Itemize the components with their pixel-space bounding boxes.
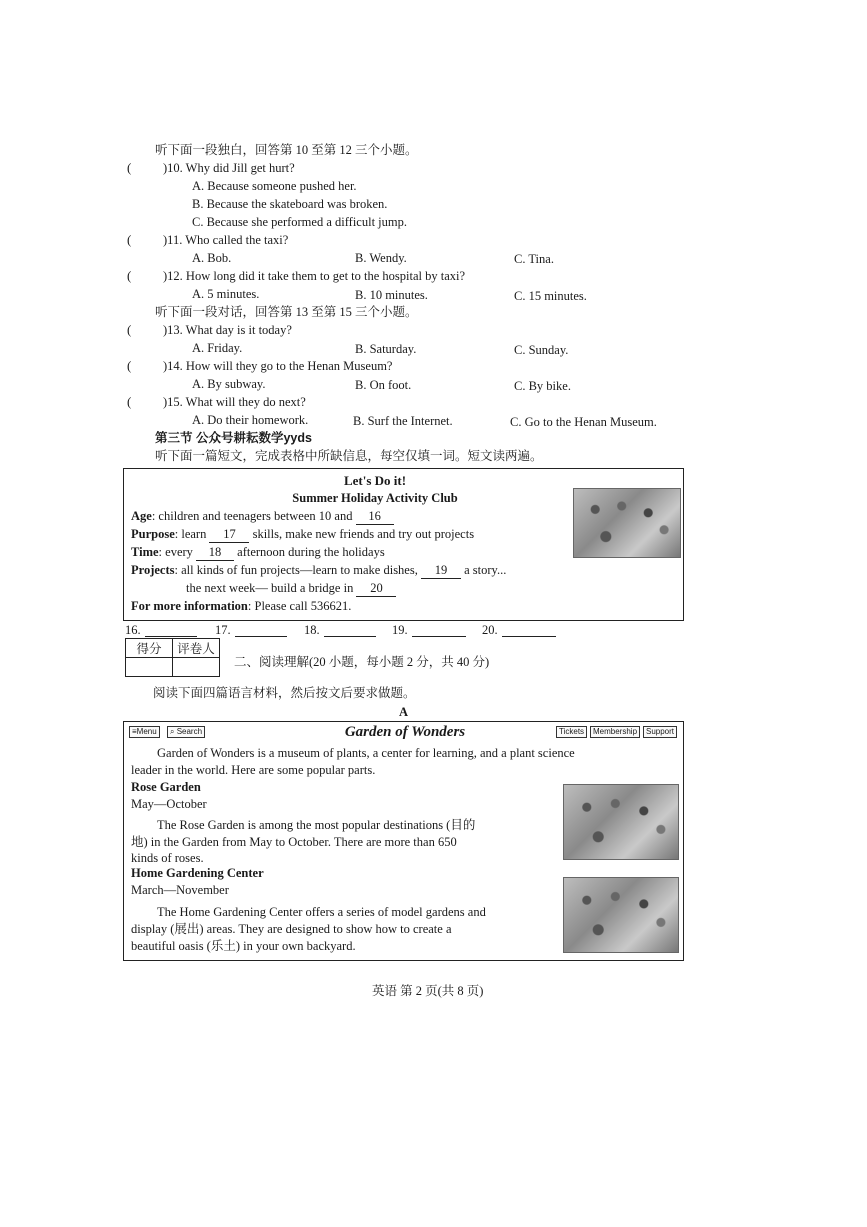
answer-line-17[interactable] (235, 622, 287, 637)
answer-line-20[interactable] (502, 622, 556, 637)
score-table (125, 638, 220, 677)
option-13c: C. Sunday. (514, 343, 569, 357)
option-14c: C. By bike. (514, 379, 571, 393)
rose-line-1: The Rose Garden is among the most popular destinations (目的 (157, 818, 476, 832)
answer-label-18: 18. (304, 623, 320, 637)
option-13b: B. Saturday. (355, 342, 417, 356)
question-13: )13. What day is it today? (163, 323, 292, 337)
menu-button[interactable]: ≡Menu (129, 726, 160, 738)
answer-label-20: 20. (482, 623, 498, 637)
time-text-1: : every (158, 545, 193, 559)
section-intro-2: 听下面一段对话，回答第 13 至第 15 三个小题。 (155, 305, 418, 319)
score-cell[interactable] (126, 658, 173, 677)
option-11a: A. Bob. (192, 251, 232, 265)
rose-line-2: 地) in the Garden from May to October. There are more than 650 (131, 835, 457, 849)
rose-garden-title: Rose Garden (131, 780, 201, 794)
answer-paren-12: ( (127, 268, 132, 283)
option-14b: B. On foot. (355, 378, 412, 392)
section3-title: 第三节 公众号耕耘数学yyds (155, 431, 312, 445)
score-header: 得分 (126, 639, 173, 658)
question-10: )10. Why did Jill get hurt? (163, 161, 295, 175)
projects-label: Projects (131, 563, 175, 577)
info-text: : Please call 536621. (247, 599, 352, 613)
website-title: Garden of Wonders (344, 724, 466, 740)
blank-19: 19 (421, 562, 461, 579)
option-10a: A. Because someone pushed her. (192, 179, 357, 193)
purpose-text-2: skills, make new friends and try out projects (252, 527, 475, 541)
passage-letter: A (399, 705, 409, 719)
option-10c: C. Because she performed a difficult jump. (192, 215, 407, 229)
question-15: )15. What will they do next? (163, 395, 306, 409)
projects-text-2: a story... (464, 563, 507, 577)
home-gardening-photo (563, 877, 679, 953)
option-12b: B. 10 minutes. (355, 288, 428, 302)
notice-projects-line-2 (186, 580, 396, 597)
notice-subtitle: Summer Holiday Activity Club (292, 491, 458, 505)
age-label: Age (131, 509, 152, 523)
age-text: : children and teenagers between 10 and (151, 509, 353, 523)
children-activity-photo (573, 488, 681, 558)
question-11: )11. Who called the taxi? (163, 233, 289, 247)
option-15b: B. Surf the Internet. (353, 414, 453, 428)
option-12c: C. 15 minutes. (514, 289, 587, 303)
answer-paren-15: ( (127, 394, 132, 409)
blank-20: 20 (356, 580, 396, 597)
time-label: Time (131, 545, 159, 559)
purpose-label: Purpose (131, 527, 175, 541)
section-intro-1: 听下面一段独白，回答第 10 至第 12 三个小题。 (155, 143, 418, 157)
notice-purpose-line (131, 526, 474, 543)
answer-label-19: 19. (392, 623, 408, 637)
answer-label-17: 17. (215, 623, 231, 637)
notice-time-line (131, 544, 385, 561)
time-text-2: afternoon during the holidays (237, 545, 385, 559)
home-gardening-title: Home Gardening Center (131, 866, 264, 880)
answer-line-16[interactable] (145, 622, 197, 637)
rose-garden-dates: May—October (131, 797, 207, 811)
rose-line-3: kinds of roses. (131, 851, 204, 865)
rose-garden-photo (563, 784, 679, 860)
part2-instruction: 阅读下面四篇语言材料，然后按文后要求做题。 (153, 686, 416, 700)
notice-title: Let's Do it! (343, 473, 407, 488)
projects-text-1: : all kinds of fun projects—learn to make dishes, (174, 563, 418, 577)
home-line-3: beautiful oasis (乐土) in your own backyard. (131, 939, 356, 953)
answer-line-19[interactable] (412, 622, 466, 637)
intro-line-1: Garden of Wonders is a museum of plants, a center for learning, and a plant science (157, 746, 575, 760)
projects-line-2-text: the next week— build a bridge in (186, 581, 354, 595)
answer-paren-10: ( (127, 160, 132, 175)
blank-17: 17 (209, 526, 249, 543)
tickets-button[interactable]: Tickets (556, 726, 587, 738)
home-line-2: display (展出) areas. They are designed to show how to create a (131, 922, 452, 936)
notice-age-line (131, 508, 394, 525)
support-button[interactable]: Support (643, 726, 677, 738)
option-14a: A. By subway. (192, 377, 266, 391)
blank-18: 18 (196, 544, 234, 561)
info-label: For more information (131, 599, 248, 613)
grader-cell[interactable] (173, 658, 220, 677)
purpose-text-1: : learn (174, 527, 207, 541)
answer-paren-11: ( (127, 232, 132, 247)
answer-line-18[interactable] (324, 622, 376, 637)
option-10b: B. Because the skateboard was broken. (192, 197, 388, 211)
option-11b: B. Wendy. (355, 251, 407, 265)
option-15c: C. Go to the Henan Museum. (510, 415, 657, 429)
page-footer: 英语 第 2 页(共 8 页) (372, 984, 484, 998)
home-gardening-dates: March—November (131, 883, 229, 897)
answer-paren-14: ( (127, 358, 132, 373)
notice-projects-line (131, 562, 506, 579)
grader-header: 评卷人 (173, 639, 220, 658)
option-12a: A. 5 minutes. (192, 287, 260, 301)
home-line-1: The Home Gardening Center offers a series of model gardens and (157, 905, 486, 919)
notice-info-line (131, 598, 351, 614)
answer-label-16: 16. (125, 623, 141, 637)
answer-paren-13: ( (127, 322, 132, 337)
membership-button[interactable]: Membership (590, 726, 640, 738)
search-button[interactable]: ⌕ Search (167, 726, 205, 738)
question-12: )12. How long did it take them to get to the hospital by taxi? (163, 269, 466, 283)
section3-instruction: 听下面一篇短文，完成表格中所缺信息，每空仅填一词。短文读两遍。 (155, 449, 543, 463)
option-13a: A. Friday. (192, 341, 243, 355)
option-11c: C. Tina. (514, 252, 554, 266)
question-14: )14. How will they go to the Henan Museum? (163, 359, 393, 373)
part2-title: 二、阅读理解(20 小题，每小题 2 分，共 40 分) (234, 655, 490, 669)
blank-16: 16 (356, 508, 394, 525)
option-15a: A. Do their homework. (192, 413, 309, 427)
intro-line-2: leader in the world. Here are some popular parts. (131, 763, 376, 777)
